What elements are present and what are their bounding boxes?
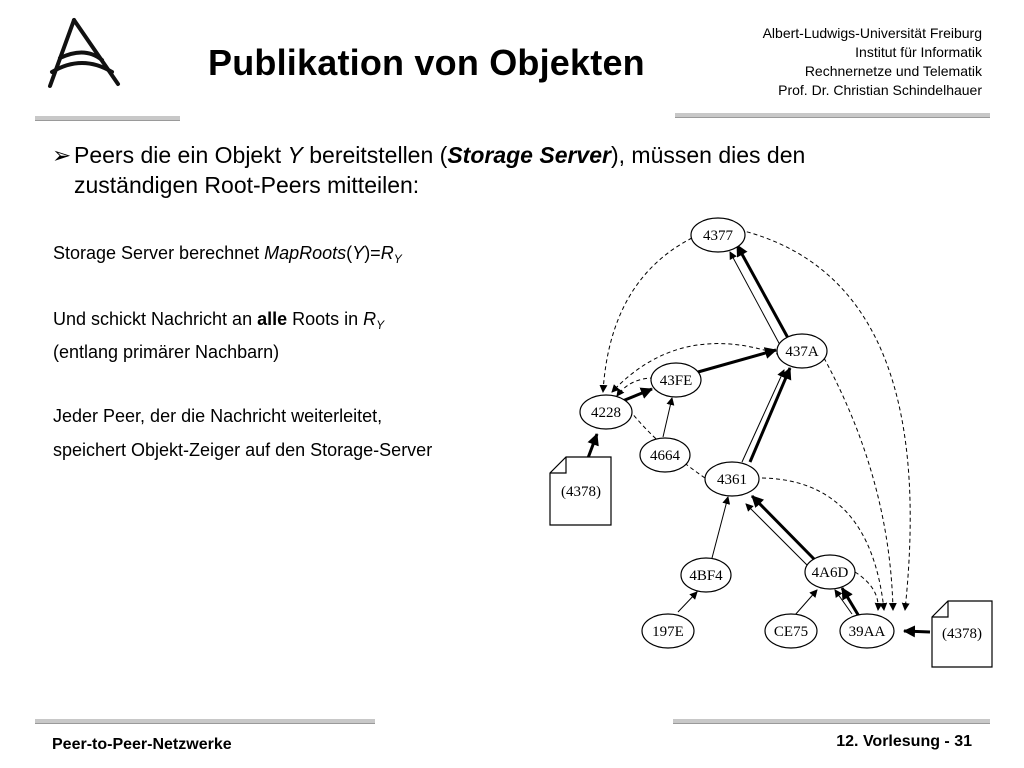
svg-text:4377: 4377 <box>703 228 733 244</box>
route-edge-4361-437A-thin <box>742 370 784 462</box>
document-icon <box>932 601 992 667</box>
peer-node <box>805 555 855 589</box>
affiliation-institute: Institut für Informatik <box>855 44 982 60</box>
document-icon <box>550 457 611 525</box>
peer-node <box>705 462 759 496</box>
text-line-forwarding-peer: Jeder Peer, der die Nachricht weiterleitet, <box>53 406 383 426</box>
peer-node <box>640 438 690 472</box>
text-line-send-message: Und schickt Nachricht an alle Roots in $R_Y$ <box>53 309 385 332</box>
route-edge-4A6D-4361 <box>752 496 815 560</box>
svg-text:4228: 4228 <box>591 405 621 421</box>
peer-node <box>580 395 632 429</box>
svg-text:4A6D: 4A6D <box>811 565 849 581</box>
affiliation-department: Rechnernetze und Telematik <box>804 63 982 79</box>
bullet-point <box>52 140 912 200</box>
routing-diagram <box>540 210 1000 680</box>
svg-text:(4378): (4378) <box>942 626 982 642</box>
route-edge-4BF4-4361 <box>712 497 728 558</box>
svg-text:43FE: 43FE <box>659 373 693 389</box>
route-edge-doc-4228 <box>588 434 597 458</box>
peer-node <box>840 614 894 648</box>
header-divider-right <box>675 113 990 118</box>
footer-slide-number: 12. Vorlesung - 31 <box>836 733 972 750</box>
peer-node <box>691 218 745 252</box>
svg-text:4361: 4361 <box>717 472 747 488</box>
route-edge-4361-437A <box>750 368 790 462</box>
page-title: Publikation von Objekten <box>208 42 645 83</box>
pointer-edge-4361-39AA <box>762 478 884 610</box>
pointer-edge-4377-39AA <box>740 230 910 610</box>
route-edge-437A-4377 <box>737 245 788 338</box>
footer-course-title: Peer-to-Peer-Netzwerke <box>52 736 232 753</box>
bullet-arrow-icon: ➢ <box>52 142 72 168</box>
svg-text:(4378): (4378) <box>561 484 601 500</box>
pointer-edge-4A6D-39AA <box>855 572 878 610</box>
affiliation-university: Albert-Ludwigs-Universität Freiburg <box>762 25 982 41</box>
route-edge-43FE-437A <box>698 350 776 372</box>
peer-node <box>681 558 731 592</box>
text-line-stores-pointer: speichert Objekt-Zeiger auf den Storage-Server <box>53 440 433 460</box>
header-divider-left <box>35 116 180 121</box>
svg-text:437A: 437A <box>785 344 819 360</box>
peer-node <box>651 363 701 397</box>
footer-divider-left <box>35 719 375 724</box>
svg-text:197E: 197E <box>652 624 684 640</box>
peer-node <box>642 614 694 648</box>
svg-text:CE75: CE75 <box>773 624 809 640</box>
affiliation-professor: Prof. Dr. Christian Schindelhauer <box>778 82 982 98</box>
footer-divider-right <box>673 719 990 724</box>
route-edge-197E-4BF4 <box>678 592 697 612</box>
peer-node <box>765 614 817 648</box>
university-logo-icon <box>40 14 124 90</box>
route-edge-4A6D-4361-thin <box>746 504 808 566</box>
svg-text:39AA: 39AA <box>848 624 886 640</box>
storage-server-term: Storage Server <box>447 142 611 168</box>
route-edge-4664-43FE <box>663 398 672 437</box>
text-line-maproots: Storage Server berechnet $MapRoots(Y)=R_Y$ <box>53 243 402 266</box>
text-line-primary-neighbors: (entlang primärer Nachbarn) <box>53 342 280 362</box>
pointer-edge-43FE-4228 <box>617 378 654 396</box>
affiliation <box>763 24 982 100</box>
bullet-text: Peers die ein Objekt Y bereitstellen (Storage Server), müssen dies den zuständigen Root-Peers mitteilen: <box>74 142 806 198</box>
svg-text:4664: 4664 <box>650 448 680 464</box>
svg-text:4BF4: 4BF4 <box>689 568 723 584</box>
route-edge-437A-4377-thin <box>730 252 780 345</box>
peer-node <box>777 334 827 368</box>
route-edge-doc-39AA <box>904 631 930 632</box>
route-edge-CE75-4A6D <box>795 590 817 615</box>
